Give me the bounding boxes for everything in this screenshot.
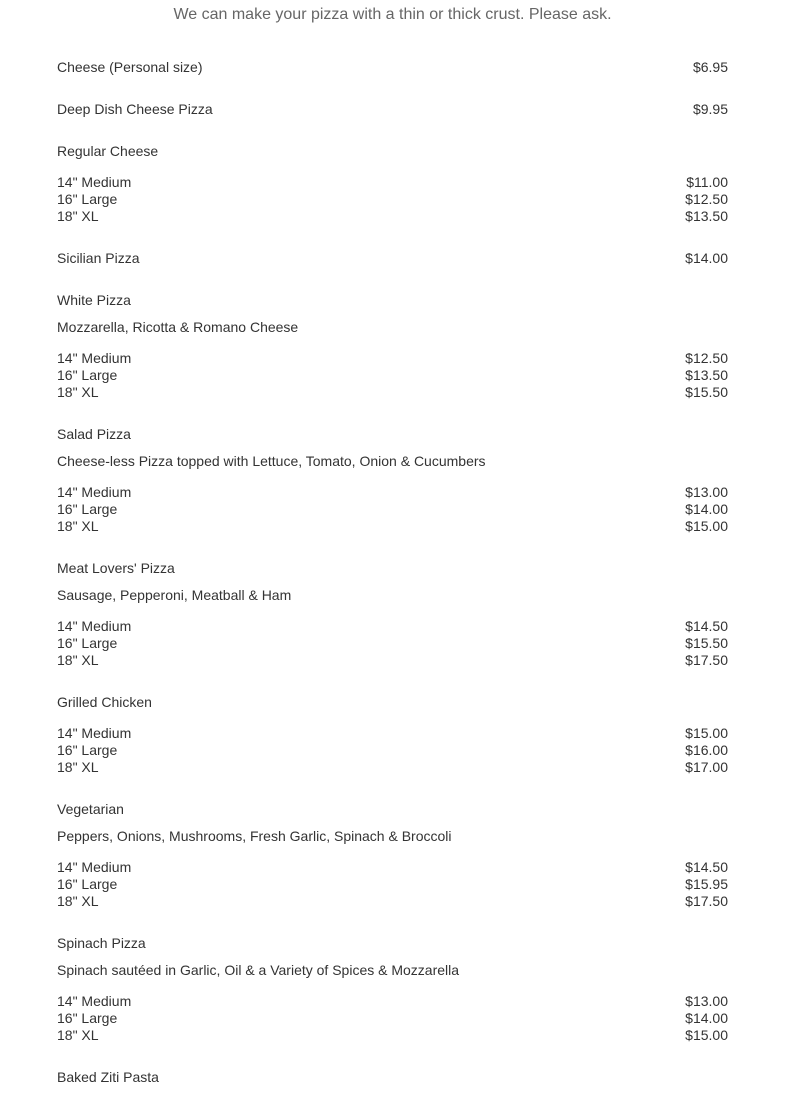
size-label: 14" Medium (57, 859, 132, 875)
menu-item-description: Mozzarella, Ricotta & Romano Cheese (57, 319, 299, 335)
size-price: $17.50 (685, 652, 728, 668)
size-label: 14" Medium (57, 174, 132, 190)
size-price-row (57, 1010, 728, 1027)
menu-item-description: Peppers, Onions, Mushrooms, Fresh Garlic, Spinach & Broccoli (57, 828, 452, 844)
size-label: 14" Medium (57, 618, 132, 634)
size-price: $12.50 (685, 350, 728, 366)
menu-item-name: Deep Dish Cheese Pizza (57, 101, 213, 117)
menu-item-name: Grilled Chicken (57, 694, 152, 710)
size-price: $14.00 (685, 1010, 728, 1026)
menu-item-description: Spinach sautéed in Garlic, Oil & a Variety of Spices & Mozzarella (57, 962, 460, 978)
menu-item-row (57, 101, 728, 118)
size-price-row (57, 725, 728, 742)
size-label: 18" XL (57, 1027, 99, 1043)
size-price: $13.50 (685, 367, 728, 383)
size-price-row (57, 876, 728, 893)
size-label: 16" Large (57, 1010, 118, 1026)
size-price: $13.50 (685, 208, 728, 224)
size-price-list (57, 350, 728, 401)
size-price-row (57, 1027, 728, 1044)
size-price: $15.00 (685, 725, 728, 741)
size-price-row (57, 742, 728, 759)
menu-item (57, 59, 728, 76)
menu-item-name: White Pizza (57, 292, 131, 308)
size-price-row (57, 993, 728, 1010)
size-label: 16" Large (57, 742, 118, 758)
menu-item-description: Cheese-less Pizza topped with Lettuce, Tomato, Onion & Cucumbers (57, 453, 486, 469)
size-price-row (57, 518, 728, 535)
pizza-menu-list (57, 59, 728, 1111)
size-price: $16.00 (685, 742, 728, 758)
size-label: 16" Large (57, 367, 118, 383)
menu-item (57, 935, 728, 1044)
size-price-list (57, 859, 728, 910)
size-price-row (57, 191, 728, 208)
size-label: 14" Medium (57, 725, 132, 741)
size-price-row (57, 174, 728, 191)
menu-item (57, 694, 728, 776)
size-price-row (57, 635, 728, 652)
menu-item-row (57, 250, 728, 267)
size-price-list (57, 993, 728, 1044)
menu-item (57, 143, 728, 225)
size-price: $14.00 (685, 501, 728, 517)
size-price: $15.00 (685, 1027, 728, 1043)
size-price: $11.00 (686, 174, 728, 190)
size-label: 14" Medium (57, 350, 132, 366)
menu-item (57, 801, 728, 910)
size-label: 18" XL (57, 384, 99, 400)
size-price: $15.50 (685, 384, 728, 400)
size-price: $13.00 (685, 484, 728, 500)
size-label: 18" XL (57, 759, 99, 775)
size-price-row (57, 859, 728, 876)
size-price: $12.50 (685, 191, 728, 207)
menu-item-name: Regular Cheese (57, 143, 159, 159)
size-price: $17.50 (685, 893, 728, 909)
menu-item-price: $14.00 (685, 250, 728, 266)
size-price-list (57, 484, 728, 535)
size-price-list (57, 725, 728, 776)
size-label: 16" Large (57, 876, 118, 892)
size-price-row (57, 208, 728, 225)
size-price: $13.00 (685, 993, 728, 1009)
menu-item-row (57, 59, 728, 76)
menu-item-name: Vegetarian (57, 801, 124, 817)
size-label: 18" XL (57, 518, 99, 534)
menu-item (57, 1069, 728, 1086)
menu-item-description: Sausage, Pepperoni, Meatball & Ham (57, 587, 292, 603)
size-price: $14.50 (685, 618, 728, 634)
menu-item (57, 101, 728, 118)
size-price-list (57, 174, 728, 225)
size-price: $15.95 (685, 876, 728, 892)
size-label: 14" Medium (57, 993, 132, 1009)
size-price-row (57, 652, 728, 669)
size-price: $15.50 (685, 635, 728, 651)
size-price-row (57, 384, 728, 401)
menu-item (57, 560, 728, 669)
menu-item-price: $6.95 (692, 59, 728, 75)
size-price-row (57, 484, 728, 501)
menu-item-name: Baked Ziti Pasta (57, 1069, 159, 1085)
menu-item-name: Salad Pizza (57, 426, 131, 442)
menu-item (57, 250, 728, 267)
size-price-row (57, 350, 728, 367)
size-price: $15.00 (685, 518, 728, 534)
menu-item-name: Sicilian Pizza (57, 250, 140, 266)
size-price-row (57, 618, 728, 635)
size-label: 18" XL (57, 893, 99, 909)
menu-item-price: $9.95 (692, 101, 728, 117)
crust-note: We can make your pizza with a thin or thick crust. Please ask. (173, 6, 612, 23)
size-label: 18" XL (57, 208, 99, 224)
size-label: 18" XL (57, 652, 99, 668)
size-label: 16" Large (57, 191, 118, 207)
menu-item (57, 292, 728, 401)
menu-item-name: Cheese (Personal size) (57, 59, 203, 75)
menu-item (57, 426, 728, 535)
size-price-row (57, 759, 728, 776)
size-label: 16" Large (57, 501, 118, 517)
size-label: 14" Medium (57, 484, 132, 500)
size-price-list (57, 618, 728, 669)
menu-item-name: Spinach Pizza (57, 935, 146, 951)
menu-item-name: Meat Lovers' Pizza (57, 560, 175, 576)
size-price-row (57, 501, 728, 518)
size-price-row (57, 367, 728, 384)
size-price-row (57, 893, 728, 910)
size-price: $17.00 (685, 759, 728, 775)
size-price: $14.50 (685, 859, 728, 875)
size-label: 16" Large (57, 635, 118, 651)
